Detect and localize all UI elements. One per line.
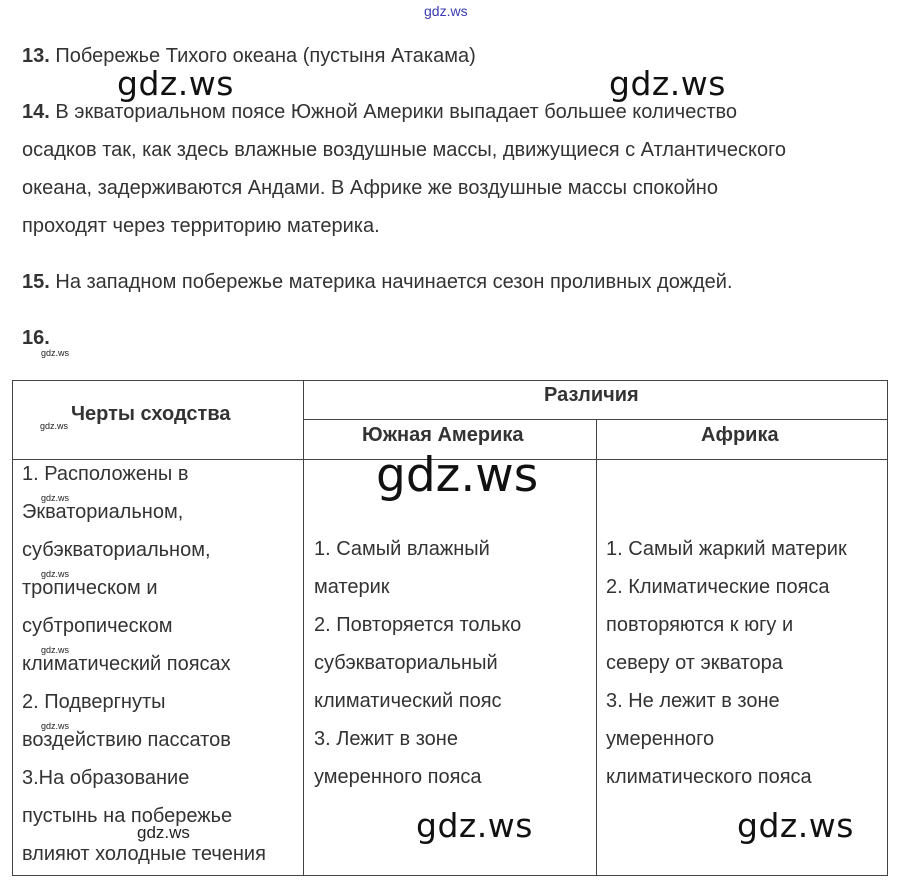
table-divider (303, 380, 304, 876)
watermark-top: gdz.ws (424, 3, 468, 19)
watermark: gdz.ws (737, 806, 854, 845)
answer-text: Побережье Тихого океана (пустыня Атакама) (55, 45, 476, 67)
watermark: gdz.ws (117, 64, 234, 103)
cell-line: влияют холодные течения (22, 843, 266, 865)
answer-text: В экваториальном поясе Южной Америки выпадает большее количество (55, 101, 738, 123)
cell-line: 2. Климатические пояса (606, 576, 830, 598)
cell-line: умеренного (606, 728, 715, 750)
cell-line: субэкваториальный (314, 652, 498, 674)
answer-number: 14. (22, 101, 50, 123)
cell-line: 3. Не лежит в зоне (606, 690, 780, 712)
header-africa: Африка (701, 424, 779, 446)
cell-line: 1. Самый влажный (314, 538, 490, 560)
cell-line: климатический поясах (22, 653, 231, 675)
cell-line: субэкваториальном, (22, 539, 211, 561)
cell-line: 1. Самый жаркий материк (606, 538, 847, 560)
answer-number: 15. (22, 271, 50, 293)
table-divider (303, 419, 888, 420)
cell-line: климатический пояс (314, 690, 502, 712)
answer-14 (22, 93, 737, 131)
cell-line: материк (314, 576, 390, 598)
cell-line: 2. Повторяется только (314, 614, 522, 636)
header-differences: Различия (544, 384, 639, 406)
cell-line: Экваториальном, (22, 501, 184, 523)
answer-text: На западном побережье материка начинается сезон проливных дождей. (55, 271, 733, 293)
watermark: gdz.ws (609, 64, 726, 103)
cell-line: 1. Расположены в (22, 463, 189, 485)
cell-line: тропическом и (22, 577, 158, 599)
cell-line: северу от экватора (606, 652, 783, 674)
watermark-small: gdz.ws (41, 348, 70, 358)
cell-line: 3. Лежит в зоне (314, 728, 458, 750)
watermark: gdz.ws (416, 806, 533, 845)
watermark-small: gdz.ws (137, 823, 190, 842)
table-divider (596, 419, 597, 876)
watermark-small: gdz.ws (41, 569, 70, 579)
watermark-small: gdz.ws (41, 645, 70, 655)
header-south-america: Южная Америка (362, 424, 524, 446)
similarities-cell (22, 455, 266, 873)
cell-line: климатического пояса (606, 766, 812, 788)
answer-14-line: проходят через территорию материка. (22, 215, 380, 237)
answer-number: 16. (22, 327, 50, 349)
cell-line: воздействию пассатов (22, 729, 231, 751)
cell-line: пустынь на побережье (22, 805, 233, 827)
south-america-cell (314, 530, 521, 796)
watermark-small: gdz.ws (40, 421, 69, 431)
answer-13 (22, 37, 476, 75)
cell-line: 2. Подвергнуты (22, 691, 166, 713)
answer-number: 13. (22, 45, 50, 67)
watermark-small: gdz.ws (41, 493, 70, 503)
answer-14-line: осадков так, как здесь влажные воздушные массы, движущиеся с Атлантического (22, 139, 787, 161)
watermark: gdz.ws (376, 448, 539, 503)
answer-14-line: океана, задерживаются Андами. В Африке же воздушные массы спокойно (22, 177, 718, 199)
header-similarities: Черты сходства (71, 403, 231, 425)
cell-line: повторяются к югу и (606, 614, 794, 636)
cell-line: 3.На образование (22, 767, 190, 789)
answer-15 (22, 263, 733, 301)
africa-cell (606, 530, 847, 796)
cell-line: умеренного пояса (314, 766, 482, 788)
watermark-small: gdz.ws (41, 721, 70, 731)
cell-line: субтропическом (22, 615, 173, 637)
